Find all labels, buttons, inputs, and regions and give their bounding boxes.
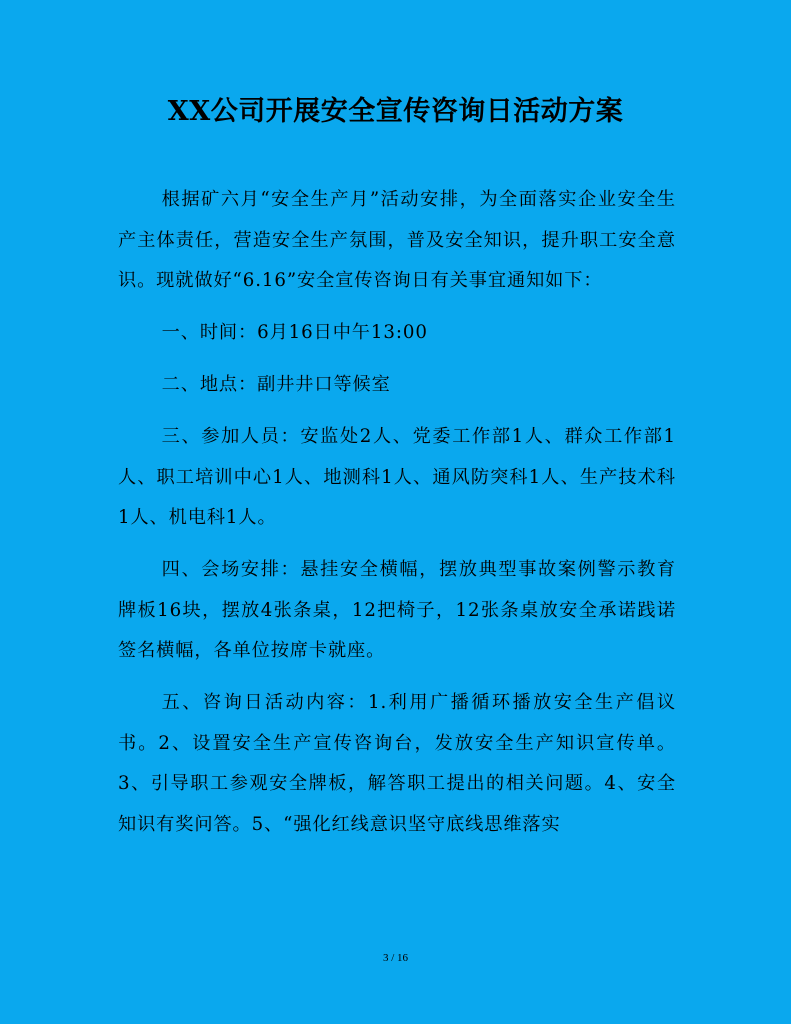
paragraph-time: 一、时间：6月16日中午13:00: [161, 322, 428, 343]
document-body: [118, 180, 676, 857]
document-title: XX公司开展安全宣传咨询日活动方案: [167, 96, 624, 127]
page-number: 3 / 16: [382, 952, 409, 964]
paragraph-venue-arrangement: 四、会场安排：悬挂安全横幅，摆放典型事故案例警示教育牌板16块，摆放4张条桌，12把椅子，12张条桌放安全承诺践诺签名横幅，各单位按席卡就座。: [118, 559, 676, 661]
paragraph-participants: 三、参加人员：安监处2人、党委工作部1人、群众工作部1人、职工培训中心1人、地测科1人、通风防突科1人、生产技术科1人、机电科1人。: [118, 426, 676, 528]
paragraph-location: 二、地点：副井井口等候室: [161, 374, 391, 395]
paragraph-intro: 根据矿六月“安全生产月”活动安排，为全面落实企业安全生产主体责任，营造安全生产氛围，普及安全知识，提升职工安全意识。现就做好“6.16”安全宣传咨询日有关事宜通知如下：: [118, 189, 676, 291]
paragraph-activity-content: 五、咨询日活动内容：1.利用广播循环播放安全生产倡议书。2、设置安全生产宣传咨询台，发放安全生产知识宣传单。3、引导职工参观安全牌板，解答职工提出的相关问题。4、安全知识有奖问答。5、“强化红线意识坚守底线思维落实: [118, 692, 676, 835]
